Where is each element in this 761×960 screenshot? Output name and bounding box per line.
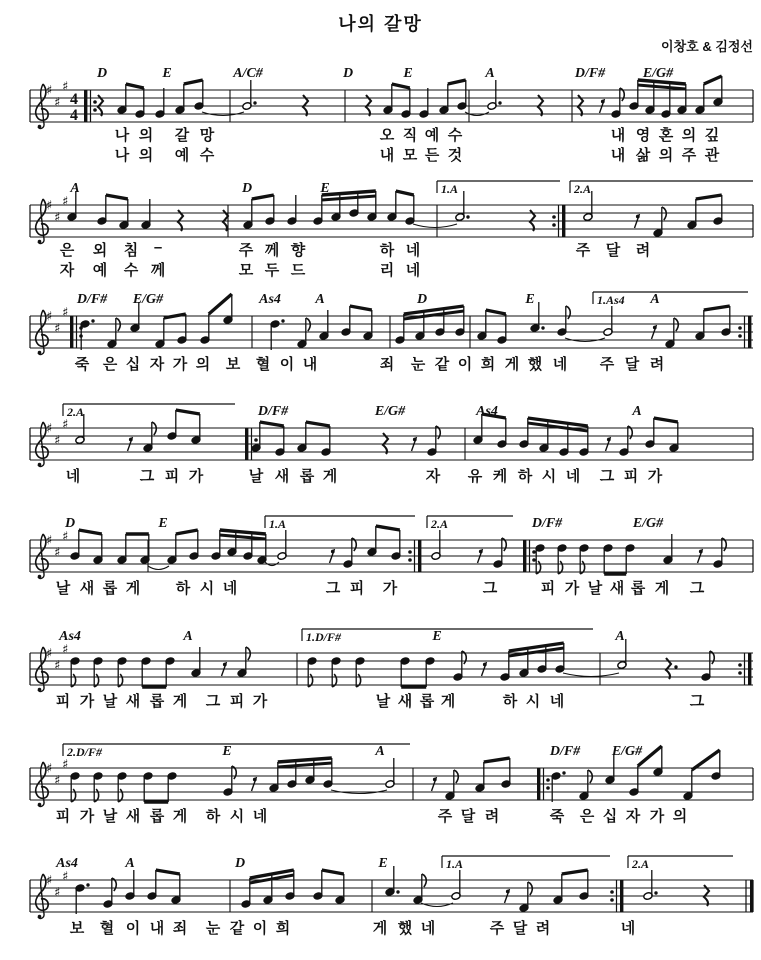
- lyric-syllable: 혈: [255, 356, 271, 373]
- lyric-syllable: 네: [252, 808, 268, 825]
- lyric-syllable: 달: [624, 356, 640, 373]
- lyric-syllable: 려: [535, 920, 551, 937]
- lyric-syllable: 려: [484, 808, 500, 825]
- lyric-syllable: 예: [424, 127, 440, 144]
- lyric-syllable: 죽: [74, 356, 90, 373]
- lyric-syllable: 주: [437, 808, 453, 825]
- lyric-syllable: 피: [55, 808, 71, 825]
- lyric-syllable: 나: [114, 147, 130, 164]
- lyric-syllable: 망: [199, 127, 215, 144]
- lyric-syllable: 내: [610, 127, 626, 144]
- volta-label: 2.A: [67, 405, 85, 419]
- lyric-syllable: 리: [379, 262, 395, 279]
- lyric-syllable: 은: [102, 356, 118, 373]
- chord-label: D: [342, 66, 354, 81]
- sharp-icon: ♯: [54, 210, 61, 226]
- chord-label: D: [96, 66, 108, 81]
- lyric-syllable: 이: [279, 356, 295, 373]
- lyric-syllable: 날: [102, 808, 118, 825]
- chord-label: D/F#: [257, 404, 289, 419]
- lyric-syllable: 주: [599, 356, 615, 373]
- lyric-syllable: 의: [681, 127, 697, 144]
- lyric-syllable: 하: [175, 580, 191, 597]
- composer-credit: 이창호 & 김정선: [661, 39, 753, 54]
- lyric-syllable: 죄: [379, 356, 395, 373]
- volta-label: 2.A: [632, 857, 650, 871]
- lyric-syllable: 은: [579, 808, 595, 825]
- chord-label: As4: [59, 629, 81, 644]
- lyric-syllable: 네: [405, 242, 421, 259]
- chord-label: E: [403, 66, 413, 81]
- lyric-syllable: 의: [658, 147, 674, 164]
- lyric-syllable: 십: [125, 356, 141, 373]
- sharp-icon: ♯: [54, 433, 61, 449]
- lyric-syllable: 달: [460, 808, 476, 825]
- lyric-syllable: 날: [102, 693, 118, 710]
- lyric-syllable: 새: [125, 693, 141, 710]
- lyric-syllable: 가: [564, 580, 580, 597]
- sharp-icon: ♯: [46, 83, 53, 99]
- lyric-syllable: 가: [188, 468, 204, 485]
- lyric-syllable: 이: [457, 356, 473, 373]
- chord-label: E/G#: [374, 404, 406, 419]
- chord-label: D/F#: [76, 292, 108, 307]
- lyric-syllable: 려: [649, 356, 665, 373]
- lyric-syllable: 게: [125, 580, 141, 597]
- lyric-syllable: 그: [689, 693, 705, 710]
- volta-label: 2.A: [431, 517, 449, 531]
- lyric-syllable: 내: [610, 147, 626, 164]
- sharp-icon: ♯: [54, 545, 61, 561]
- lyric-syllable: 보: [225, 356, 241, 373]
- lyric-syllable: 피: [229, 693, 245, 710]
- lyric-syllable: 그: [205, 693, 221, 710]
- lyric-syllable: 죄: [172, 920, 188, 937]
- lyric-syllable: 수: [447, 127, 463, 144]
- lyric-syllable: 예: [92, 262, 108, 279]
- note: [451, 870, 461, 900]
- lyric-syllable: 시: [541, 468, 557, 485]
- chord-label: A: [485, 66, 495, 81]
- sharp-icon: ♯: [54, 321, 61, 337]
- sharp-icon: ♯: [62, 305, 69, 321]
- chord-label: A: [650, 292, 660, 307]
- lyric-syllable: 눈: [205, 920, 221, 937]
- lyric-syllable: 그: [325, 580, 341, 597]
- lyric-syllable: 게: [172, 808, 188, 825]
- sharp-icon: ♯: [54, 885, 61, 901]
- lyric-syllable: 네: [65, 468, 81, 485]
- lyric-syllable: 삶: [635, 147, 651, 164]
- lyric-syllable: 게: [654, 580, 670, 597]
- lyric-syllable: 네: [405, 262, 421, 279]
- lyric-syllable: 가: [647, 468, 663, 485]
- sharp-icon: ♯: [46, 198, 53, 214]
- lyric-syllable: 가: [172, 356, 188, 373]
- chord-label: E/G#: [642, 66, 674, 81]
- lyric-syllable: 갈: [174, 127, 190, 144]
- song-title: 나의 갈망: [338, 14, 423, 34]
- lyric-syllable: 새: [125, 808, 141, 825]
- lyric-syllable: 려: [635, 242, 651, 259]
- lyric-syllable: 피: [540, 580, 556, 597]
- lyric-syllable: 침: [123, 242, 139, 259]
- lyric-syllable: 주: [238, 242, 254, 259]
- lyric-syllable: 십: [602, 808, 618, 825]
- chord-label: As4: [56, 856, 78, 871]
- lyric-syllable: 새: [609, 580, 625, 597]
- chord-label: A: [615, 629, 625, 644]
- lyric-syllable: 직: [402, 127, 418, 144]
- chord-label: D: [64, 516, 76, 531]
- lyric-syllable: 내: [302, 356, 318, 373]
- beam: [156, 870, 180, 874]
- chord-label: D: [234, 856, 246, 871]
- sharp-icon: ♯: [46, 533, 53, 549]
- lyric-syllable: 날: [55, 580, 71, 597]
- lyric-syllable: 피: [349, 580, 365, 597]
- lyric-syllable: 가: [252, 693, 268, 710]
- lyric-syllable: 게: [372, 920, 388, 937]
- sharp-icon: ♯: [46, 421, 53, 437]
- lyric-syllable: 내: [379, 147, 395, 164]
- lyric-syllable: 드: [290, 262, 306, 279]
- sharp-icon: ♯: [46, 646, 53, 662]
- sharp-icon: ♯: [46, 761, 53, 777]
- lyric-syllable: 든: [424, 147, 440, 164]
- lyric-syllable: 그: [689, 580, 705, 597]
- lyric-syllable: 롭: [299, 468, 315, 485]
- lyric-syllable: 이: [125, 920, 141, 937]
- volta-label: 2.D/F#: [67, 745, 103, 759]
- lyric-syllable: 달: [512, 920, 528, 937]
- lyric-syllable: 날: [375, 693, 391, 710]
- lyric-syllable: 보: [69, 920, 85, 937]
- lyric-syllable: 가: [649, 808, 665, 825]
- lyric-syllable: 이: [252, 920, 268, 937]
- lyric-syllable: 하: [205, 808, 221, 825]
- chord-label: E: [378, 856, 388, 871]
- chord-label: E: [525, 292, 535, 307]
- time-signature: 4: [70, 107, 78, 124]
- lyric-syllable: 자: [425, 468, 441, 485]
- lyric-syllable: 네: [565, 468, 581, 485]
- volta-bracket: [442, 856, 610, 868]
- lyric-syllable: 희: [480, 356, 496, 373]
- lyric-syllable: 새: [79, 580, 95, 597]
- lyric-syllable: 네: [222, 580, 238, 597]
- lyric-syllable: 주: [575, 242, 591, 259]
- lyric-syllable: 그: [482, 580, 498, 597]
- sharp-icon: ♯: [62, 529, 69, 545]
- volta-bracket: [628, 856, 733, 868]
- sharp-icon: ♯: [46, 873, 53, 889]
- lyric-syllable: 의: [138, 147, 154, 164]
- lyric-syllable: 께: [150, 262, 166, 279]
- lyric-syllable: 피: [623, 468, 639, 485]
- lyric-syllable: 눈: [410, 356, 426, 373]
- chord-label: A: [183, 629, 193, 644]
- lyric-syllable: 의: [672, 808, 688, 825]
- lyric-syllable: 새: [274, 468, 290, 485]
- chord-label: D/F#: [574, 66, 606, 81]
- lyric-syllable: 네: [420, 920, 436, 937]
- lyric-syllable: 가: [79, 808, 95, 825]
- chord-label: E: [320, 181, 330, 196]
- lyric-syllable: 같: [434, 356, 450, 373]
- sharp-icon: ♯: [62, 79, 69, 95]
- lyric-syllable: 피: [55, 693, 71, 710]
- chord-label: E: [162, 66, 172, 81]
- chord-label: A: [375, 744, 385, 759]
- lyric-syllable: 새: [397, 693, 413, 710]
- lyric-syllable: 달: [605, 242, 621, 259]
- lyric-syllable: 내: [149, 920, 165, 937]
- lyric-syllable: 모: [402, 147, 418, 164]
- lyric-syllable: 관: [704, 147, 720, 164]
- lyric-syllable: 죽: [549, 808, 565, 825]
- chord-label: A: [632, 404, 642, 419]
- chord-label: E/G#: [632, 516, 664, 531]
- lyric-syllable: 게: [504, 356, 520, 373]
- sharp-icon: ♯: [54, 95, 61, 111]
- lyric-syllable: 두: [264, 262, 280, 279]
- lyric-syllable: 롭: [419, 693, 435, 710]
- chord-label: E/G#: [132, 292, 164, 307]
- lyric-syllable: 롭: [630, 580, 646, 597]
- lyric-syllable: 모: [238, 262, 254, 279]
- lyric-syllable: –: [153, 239, 163, 256]
- lyric-syllable: 향: [290, 242, 306, 259]
- lyric-syllable: 했: [527, 356, 543, 373]
- lyric-syllable: 네: [620, 920, 636, 937]
- lyric-syllable: 수: [123, 262, 139, 279]
- chord-label: E: [158, 516, 168, 531]
- sharp-icon: ♯: [62, 417, 69, 433]
- lyric-syllable: 게: [440, 693, 456, 710]
- lyric-syllable: 수: [199, 147, 215, 164]
- lyric-syllable: 유: [467, 468, 483, 485]
- lyric-syllable: 시: [199, 580, 215, 597]
- lyric-syllable: 날: [587, 580, 603, 597]
- lyric-syllable: 그: [139, 468, 155, 485]
- lyric-syllable: 그: [599, 468, 615, 485]
- lyric-syllable: 시: [525, 693, 541, 710]
- note: [125, 870, 135, 900]
- lyric-syllable: 시: [229, 808, 245, 825]
- lyric-syllable: 게: [322, 468, 338, 485]
- chord-label: D: [241, 181, 253, 196]
- sharp-icon: ♯: [54, 658, 61, 674]
- volta-label: 2.A: [574, 182, 592, 196]
- lyric-syllable: 희: [275, 920, 291, 937]
- chord-label: As4: [476, 404, 498, 419]
- lyric-syllable: 가: [382, 580, 398, 597]
- lyric-syllable: 자: [149, 356, 165, 373]
- lyric-syllable: 은: [59, 242, 75, 259]
- lyric-syllable: 께: [264, 242, 280, 259]
- sharp-icon: ♯: [62, 642, 69, 658]
- lyric-syllable: 의: [138, 127, 154, 144]
- lyric-syllable: 네: [552, 356, 568, 373]
- sharp-icon: ♯: [62, 757, 69, 773]
- lyric-syllable: 게: [172, 693, 188, 710]
- lyric-syllable: 네: [549, 693, 565, 710]
- lyric-syllable: 영: [635, 127, 651, 144]
- lyric-syllable: 주: [489, 920, 505, 937]
- volta-label: 1.A: [269, 517, 287, 531]
- lyric-syllable: 혈: [99, 920, 115, 937]
- sharp-icon: ♯: [62, 869, 69, 885]
- lyric-syllable: 피: [164, 468, 180, 485]
- lyric-syllable: 혼: [658, 127, 674, 144]
- chord-label: A: [315, 292, 325, 307]
- lyric-syllable: 롭: [149, 808, 165, 825]
- lyric-syllable: 하: [379, 242, 395, 259]
- note: [519, 882, 532, 912]
- sharp-icon: ♯: [46, 309, 53, 325]
- lyric-syllable: 가: [79, 693, 95, 710]
- volta-label: 1.D/F#: [306, 630, 342, 644]
- chord-label: E: [432, 629, 442, 644]
- chord-label: As4: [259, 292, 281, 307]
- lyric-syllable: 케: [492, 468, 508, 485]
- lyric-syllable: 하: [517, 468, 533, 485]
- lyric-syllable: 주: [681, 147, 697, 164]
- note: [413, 874, 426, 904]
- lyric-syllable: 날: [248, 468, 264, 485]
- volta-label: 1.As4: [597, 293, 625, 307]
- lyric-syllable: 롭: [102, 580, 118, 597]
- lyric-syllable: 나: [114, 127, 130, 144]
- lyric-syllable: 자: [625, 808, 641, 825]
- chord-label: A: [70, 181, 80, 196]
- chord-label: A: [125, 856, 135, 871]
- chord-label: D: [416, 292, 428, 307]
- chord-label: A/C#: [233, 66, 263, 81]
- lyric-syllable: 오: [379, 127, 395, 144]
- lyric-syllable: 했: [397, 920, 413, 937]
- beam: [562, 870, 588, 874]
- lyric-syllable: 외: [92, 242, 108, 259]
- beam: [322, 870, 344, 874]
- lyric-syllable: 깊: [704, 127, 720, 144]
- volta-label: 1.A: [446, 857, 464, 871]
- lyric-syllable: 것: [447, 147, 463, 164]
- chord-label: E/G#: [611, 744, 643, 759]
- chord-label: D/F#: [531, 516, 563, 531]
- lyric-syllable: 롭: [149, 693, 165, 710]
- chord-label: E: [222, 744, 232, 759]
- sharp-icon: ♯: [54, 773, 61, 789]
- lyric-syllable: 의: [195, 356, 211, 373]
- lyric-syllable: 같: [229, 920, 245, 937]
- volta-label: 1.A: [441, 182, 459, 196]
- lyric-syllable: 예: [174, 147, 190, 164]
- lyric-syllable: 자: [59, 262, 75, 279]
- lyric-syllable: 하: [502, 693, 518, 710]
- time-signature: 4: [70, 91, 78, 108]
- sharp-icon: ♯: [62, 194, 69, 210]
- chord-label: D/F#: [549, 744, 581, 759]
